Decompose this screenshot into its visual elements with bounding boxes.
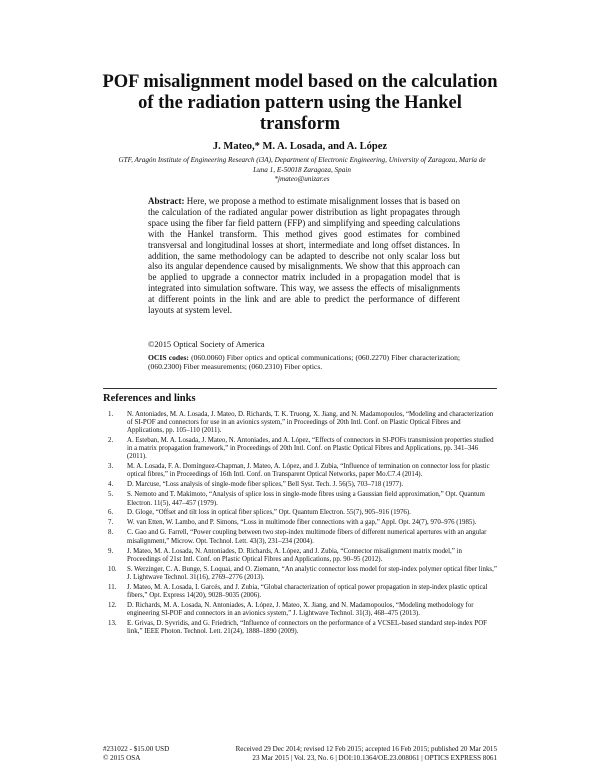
author-list: J. Mateo,* M. A. Losada, and A. López — [212, 141, 388, 152]
abstract-text: Here, we propose a method to estimate misalignment losses that is based on the calculation of the radiated angular power distribution as light propagates through space using the fiber far field pattern (FFP) and simplifying and speeding calculations with the Hankel transform. This method gives good estimates for combined transversal and longitudinal losses at short, intermediate and long offset distances. In addition, the same methodology can be adapted to describe not only scalar loss but also its angular dependence caused by misalignments. We show that this approach can be applied to upgrade a connector matrix included in a propagation model that is integrated into simulation software. This way, we assess the effects of misalignments at different points in the link and are able to predict the performance of different layouts at system level. — [148, 196, 460, 316]
reference-item — [108, 548, 497, 564]
footer-copyright: © 2015 OSA — [103, 754, 141, 763]
reference-text: J. Mateo, M. A. Losada, N. Antoniades, D. Richards, A. López, and J. Zubia, “Connector misalignment matrix model,” in Proceedings of 21st Intl. Conf. on Plastic Optical Fibres and Applications, pp. 90–95 (2012). — [127, 547, 462, 563]
reference-item — [108, 529, 497, 545]
ocis-codes — [148, 353, 460, 372]
reference-text: D. Richards, M. A. Losada, N. Antoniades, A. López, J. Mateo, X. Jiang, and N. Madamopoulos, “Modeling methodology for engineering SI-POF and connectors in an avionics system,” J. Lightwave Technol. 31(3), 468–475 (2013). — [127, 601, 474, 617]
abstract-label: Abstract: — [148, 196, 185, 206]
reference-number: 4. — [108, 481, 114, 489]
footer-citation: 23 Mar 2015 | Vol. 23, No. 6 | DOI:10.1364/OE.23.008061 | OPTICS EXPRESS 8061 — [252, 754, 497, 763]
ocis-label: OCIS codes: — [148, 353, 189, 362]
reference-item — [108, 602, 497, 618]
affiliation — [118, 156, 486, 185]
reference-number: 12. — [108, 601, 117, 609]
reference-item — [108, 437, 497, 461]
reference-text: S. Nemoto and T. Makimoto, “Analysis of splice loss in single-mode fibres using a Gaussian field approximation,” Opt. Quantum Electron. 11(5), 447–457 (1979). — [127, 491, 485, 507]
reference-text: C. Gao and G. Farrell, “Power coupling between two step-index multimode fibers of different numerical apertures with an angular misalignment,” Microw. Opt. Technol. Lett. 43(3), 231–234 (2004). — [127, 529, 487, 545]
author-email: *jmateo@unizar.es — [274, 175, 330, 184]
reference-number: 3. — [108, 463, 114, 471]
reference-item — [108, 584, 497, 600]
affiliation-text: GTF, Aragón Institute of Engineering Research (i3A), Department of Electronic Engineering, University of Zaragoza, María de Luna 1, E-50018 Zaragoza, Spain — [118, 156, 486, 174]
references-heading: References and links — [103, 393, 196, 404]
reference-text: J. Mateo, M. A. Losada, I. Garcés, and J. Zubia, “Global characterization of optical power propagation in step-index plastic optical fibers,” Opt. Express 14(20), 9028–9035 (2006). — [127, 583, 488, 599]
reference-item — [108, 509, 497, 517]
references-list — [108, 411, 497, 638]
reference-text: A. Esteban, M. A. Losada, J. Mateo, N. Antoniades, and A. López, “Effects of connectors in SI-POFs transmission properties studied in a matrix propagation framework,” in Proceedings of 20th Intl. Conf. on Plastic Optical Fibres and Applications, pp. 341–346 (2011). — [127, 437, 494, 461]
reference-text: E. Grivas, D. Syvridis, and G. Friedrich, “Influence of connectors on the performance of a VCSEL-based standard step-index POF link,” IEEE Photon. Technol. Lett. 21(24), 1888–1890 (2009). — [127, 619, 488, 635]
footer-article-id: #231022 - $15.00 USD — [103, 745, 170, 753]
reference-number: 13. — [108, 619, 117, 627]
reference-item — [108, 481, 497, 489]
paper-title: POF misalignment model based on the calculation of the radiation pattern using the Hankel transform — [102, 72, 498, 134]
section-divider — [103, 388, 497, 389]
reference-item — [108, 620, 497, 636]
ocis-text: (060.0060) Fiber optics and optical communications; (060.2270) Fiber characterization; (060.2300) Fiber measurements; (060.2310) Fiber optics. — [148, 353, 460, 372]
reference-number: 10. — [108, 565, 117, 573]
page-footer — [103, 745, 497, 764]
reference-number: 9. — [108, 547, 114, 555]
abstract — [148, 196, 460, 316]
reference-number: 5. — [108, 491, 114, 499]
reference-text: W. van Etten, W. Lambo, and P. Simons, “Loss in multimode fiber connections with a gap,” Appl. Opt. 24(7), 970–976 (1985). — [127, 519, 477, 527]
reference-item — [108, 491, 497, 507]
reference-number: 2. — [108, 437, 114, 445]
reference-number: 1. — [108, 411, 114, 418]
reference-text: D. Marcuse, “Loss analysis of single-mode fiber splices,” Bell Syst. Tech. J. 56(5), 703–718 (1977). — [127, 481, 404, 489]
reference-number: 11. — [108, 583, 117, 591]
reference-number: 6. — [108, 509, 114, 517]
footer-dates: Received 29 Dec 2014; revised 12 Feb 2015; accepted 16 Feb 2015; published 20 Mar 2015 — [235, 745, 497, 753]
reference-number: 7. — [108, 519, 114, 527]
reference-item — [108, 566, 497, 582]
reference-number: 8. — [108, 529, 114, 537]
reference-text: M. A. Losada, F. A. Domínguez-Chapman, J. Mateo, A. López, and J. Zubia, “Influence of termination on connector loss for plastic optical fibres,” in Proceedings of 16th Intl. Conf. on Transparent Optical Networks, paper Mo.C7.4 (2014). — [127, 463, 490, 479]
reference-item — [108, 463, 497, 479]
reference-item — [108, 411, 497, 435]
reference-text: S. Werzinger, C. A. Bunge, S. Loquai, and O. Ziemann, “An analytic connector loss model for step-index polymer optical fiber links,” J. Lightwave Technol. 31(16), 2769–2776 (2013). — [127, 565, 497, 581]
reference-text: D. Gloge, “Offset and tilt loss in optical fiber splices,” Opt. Quantum Electron. 55(7), 905–916 (1976). — [127, 509, 411, 517]
copyright-notice: ©2015 Optical Society of America — [148, 340, 265, 349]
reference-text: N. Antoniades, M. A. Losada, J. Mateo, D. Richards, T. K. Truong, X. Jiang, and N. Madamopoulos, “Modeling and characterization of SI-POF and connectors for use in an avionics system,” in Proceedings of 20th Intl. Conf. on Plastic Optical Fibres and Applications, pp. 105–110 (2011). — [127, 411, 494, 435]
reference-item — [108, 519, 497, 527]
